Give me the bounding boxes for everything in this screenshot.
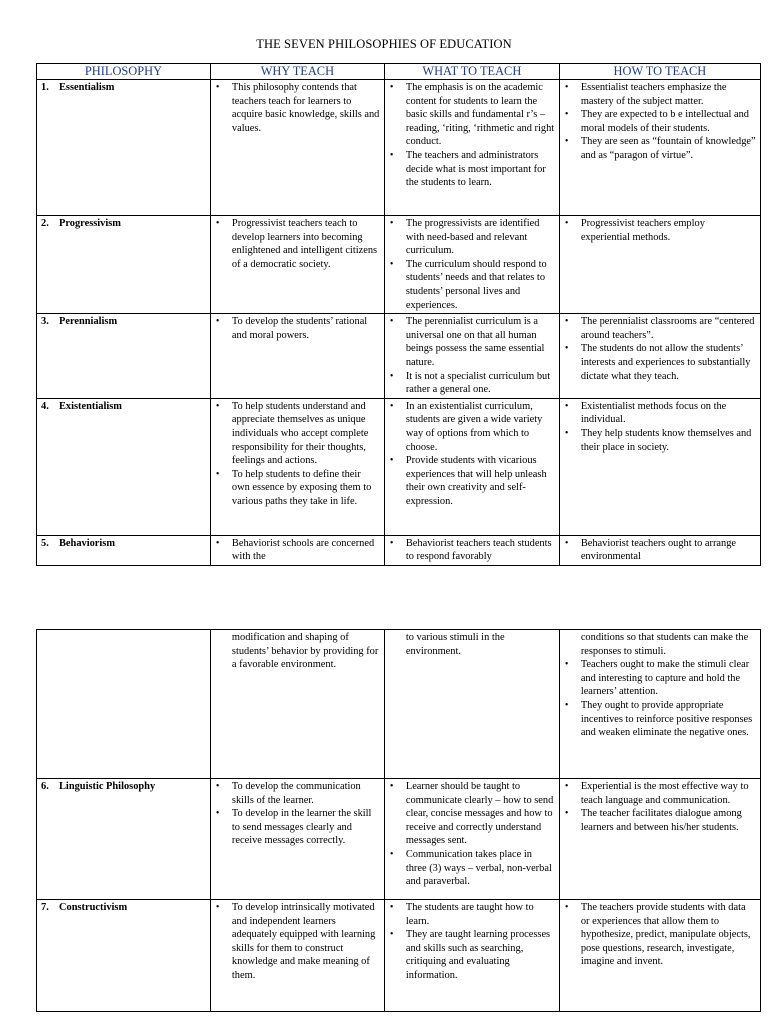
philosophy-name: Existentialism <box>59 400 122 412</box>
list-item: • The curriculum should respond to students’ needs and that relates to students’ personal lives and experiences. <box>389 258 547 311</box>
cell-philosophy <box>37 314 211 399</box>
header-philosophy: PHILOSOPHY <box>37 64 211 80</box>
list-item: • They help students know themselves and their place in society. <box>564 427 752 453</box>
philosophy-name: Perennialism <box>59 316 118 328</box>
list-item: • To help students understand and appreciate themselves as unique individuals who accept complete responsibility for their thoughts, feelings and actions. <box>215 400 369 467</box>
bullet-list <box>215 780 380 848</box>
bullet-icon: • <box>564 808 569 820</box>
bullet-list <box>389 81 555 190</box>
bullet-icon: • <box>564 316 569 328</box>
cell-why <box>210 398 384 535</box>
table-row <box>37 535 761 565</box>
table-row-continued <box>37 630 761 779</box>
bullet-icon: • <box>564 109 569 121</box>
cell-philosophy <box>37 900 211 1012</box>
list-item: • Existentialist methods focus on the individual. <box>564 400 727 426</box>
bullet-list <box>215 400 380 509</box>
list-item: • Behaviorist teachers teach students to respond favorably <box>389 537 552 563</box>
list-item: • Teachers ought to make the stimuli clear and interesting to capture and hold the learners’ attention. <box>564 659 750 698</box>
list-item: • Behaviorist schools are concerned with the <box>215 537 375 563</box>
list-item: • In an existentialist curriculum, students are given a wide variety way of options from which to choose. <box>389 400 543 453</box>
bullet-icon: • <box>389 537 394 549</box>
list-item: • To develop intrinsically motivated and independent learners adequately equipped with learning skills for them to construct knowledge and make meaning of them. <box>215 902 376 981</box>
bullet-list <box>564 658 756 740</box>
list-item: • They are expected to b e intellectual and moral models of their students. <box>564 109 750 134</box>
bullet-icon: • <box>389 929 394 941</box>
philosophy-number: 6. <box>41 781 49 792</box>
bullet-icon: • <box>564 136 569 148</box>
list-item: • The teacher facilitates dialogue among learners and between his/her students. <box>564 808 742 833</box>
bullet-icon: • <box>215 808 220 820</box>
list-item: • To help students to define their own essence by exposing them to various paths they take in life. <box>215 468 372 507</box>
bullet-list <box>215 537 380 564</box>
bullet-icon: • <box>564 699 569 711</box>
cell-philosophy <box>37 779 211 900</box>
bullet-icon: • <box>389 781 394 792</box>
table-row <box>37 216 761 314</box>
philosophy-name: Progressivism <box>59 218 121 229</box>
bullet-icon: • <box>389 82 394 93</box>
bullet-icon: • <box>389 848 394 860</box>
list-item: • The students are taught how to learn. <box>389 902 534 927</box>
list-item: • To develop the communication skills of the learner. <box>215 781 361 806</box>
cell-why <box>210 216 384 314</box>
cell-philosophy <box>37 398 211 535</box>
cell-how <box>559 779 760 900</box>
list-item: • The progressivists are identified with need-based and relevant curriculum. <box>389 218 540 257</box>
philosophy-number: 2. <box>41 218 49 229</box>
list-item: • The perennialist classrooms are “centered around teachers”. <box>564 316 755 341</box>
cell-why <box>210 900 384 1012</box>
bullet-list <box>564 901 756 969</box>
cell-philosophy-empty <box>37 630 211 779</box>
bullet-list <box>215 217 380 271</box>
philosophies-table-part-2 <box>36 629 761 1012</box>
bullet-icon: • <box>564 400 569 412</box>
cell-how <box>559 398 760 535</box>
philosophy-number: 3. <box>41 316 49 328</box>
bullet-icon: • <box>564 218 569 229</box>
table-row <box>37 314 761 399</box>
table-row <box>37 80 761 216</box>
list-item: • Progressivist teachers teach to develop learners into becoming enlightened and intelligent citizens of a democratic society. <box>215 218 378 270</box>
list-item: • They are seen as “fountain of knowledge” and as “paragon of virtue”. <box>564 136 756 161</box>
bullet-icon: • <box>215 468 220 480</box>
bullet-icon: • <box>564 902 569 913</box>
cell-what <box>384 900 559 1012</box>
list-item: • The teachers provide students with data or experiences that allow them to hypothesize, predict, manipulate objects, pose questions, research, investigate, imagine and invent. <box>564 902 751 968</box>
cell-how <box>559 216 760 314</box>
list-item: • Experiential is the most effective way to teach language and communication. <box>564 781 749 806</box>
page-title: THE SEVEN PHILOSOPHIES OF EDUCATION <box>256 37 512 51</box>
table-row <box>37 779 761 900</box>
header-why-teach: WHY TEACH <box>210 64 384 80</box>
bullet-list <box>389 315 555 397</box>
cell-how <box>559 80 760 216</box>
continued-text: to various stimuli in the environment. <box>405 632 505 657</box>
bullet-list <box>389 780 555 889</box>
bullet-icon: • <box>389 316 394 328</box>
cell-what <box>384 216 559 314</box>
bullet-icon: • <box>389 149 394 161</box>
bullet-list <box>215 81 380 135</box>
bullet-icon: • <box>389 400 394 412</box>
bullet-icon: • <box>215 902 220 913</box>
cell-what <box>384 80 559 216</box>
table-row <box>37 900 761 1012</box>
cell-how <box>559 900 760 1012</box>
list-item: • They are taught learning processes and skills such as searching, critiquing and evaluating information. <box>389 929 551 981</box>
cell-how <box>559 314 760 399</box>
bullet-icon: • <box>389 455 394 467</box>
bullet-list <box>215 315 380 342</box>
header-what-to-teach: WHAT TO TEACH <box>384 64 559 80</box>
bullet-icon: • <box>215 82 220 93</box>
list-item: • Communication takes place in three (3) ways – verbal, non-verbal and paraverbal. <box>389 848 552 888</box>
cell-what <box>384 535 559 565</box>
header-row <box>37 64 761 80</box>
cell-why <box>210 314 384 399</box>
bullet-icon: • <box>389 258 394 270</box>
philosophies-table-part-1 <box>36 63 761 566</box>
bullet-icon: • <box>564 537 569 549</box>
list-item: • The perennialist curriculum is a universal one on that all human beings possess the same essential nature. <box>389 316 545 368</box>
list-item: • Progressivist teachers employ experiential methods. <box>564 218 705 243</box>
bullet-icon: • <box>389 902 394 913</box>
list-item: • The teachers and administrators decide what is most important for the students to learn. <box>389 149 546 189</box>
bullet-list <box>389 400 555 509</box>
list-item: • Provide students with vicarious experiences that will help unleash their own creativity and self-expression. <box>389 455 547 507</box>
continued-text: modification and shaping of students’ behavior by providing for a favorable environment. <box>231 632 379 671</box>
cell-philosophy <box>37 216 211 314</box>
bullet-icon: • <box>564 82 569 93</box>
list-item: • Learner should be taught to communicate clearly – how to send clear, concise messages and how to receive and correctly understand messages sent. <box>389 781 554 847</box>
bullet-list <box>389 217 555 312</box>
cell-why-continued <box>210 630 384 779</box>
cell-how <box>559 535 760 565</box>
philosophy-name: Behaviorism <box>59 537 115 549</box>
philosophy-number: 7. <box>41 902 49 913</box>
cell-philosophy <box>37 535 211 565</box>
list-item: • Essentialist teachers emphasize the mastery of the subject matter. <box>564 82 727 107</box>
header-how-to-teach: HOW TO TEACH <box>559 64 760 80</box>
bullet-list <box>564 400 756 454</box>
bullet-list <box>215 901 380 983</box>
bullet-icon: • <box>215 781 220 792</box>
bullet-list <box>389 901 555 983</box>
cell-why <box>210 535 384 565</box>
philosophy-number: 5. <box>41 537 49 549</box>
bullet-icon: • <box>389 218 394 229</box>
philosophy-number: 1. <box>41 82 49 93</box>
bullet-list <box>389 537 555 564</box>
list-item: • It is not a specialist curriculum but rather a general one. <box>389 370 551 396</box>
cell-how-continued <box>559 630 760 779</box>
cell-what <box>384 398 559 535</box>
philosophy-number: 4. <box>41 400 49 412</box>
cell-what <box>384 779 559 900</box>
bullet-icon: • <box>215 537 220 549</box>
bullet-icon: • <box>564 427 569 439</box>
table-row <box>37 398 761 535</box>
bullet-icon: • <box>564 659 569 671</box>
list-item: • The students do not allow the students’ interests and experiences to substantially dictate what they teach. <box>564 343 751 382</box>
bullet-icon: • <box>215 218 220 229</box>
list-item: • Behaviorist teachers ought to arrange environmental <box>564 537 737 563</box>
list-item: • The emphasis is on the academic content for students to learn the basic skills and fundamental r’s – reading, ‘riting, ‘rithmetic and right conduct. <box>389 82 555 148</box>
bullet-icon: • <box>215 316 220 328</box>
cell-what <box>384 314 559 399</box>
cell-what-continued <box>384 630 559 779</box>
list-item: • To develop the students’ rational and moral powers. <box>215 316 368 341</box>
cell-why <box>210 779 384 900</box>
philosophy-name: Essentialism <box>59 82 115 93</box>
bullet-list <box>564 537 756 564</box>
list-item: • This philosophy contends that teachers teach for learners to acquire basic knowledge, skills and values. <box>215 82 380 134</box>
continued-text: conditions so that students can make the responses to stimuli. <box>580 632 749 657</box>
bullet-icon: • <box>389 370 394 382</box>
philosophy-name: Linguistic Philosophy <box>59 781 156 792</box>
bullet-icon: • <box>215 400 220 412</box>
bullet-list <box>564 315 756 383</box>
bullet-icon: • <box>564 781 569 792</box>
bullet-icon: • <box>564 343 569 355</box>
list-item: • They ought to provide appropriate incentives to reinforce positive responses and weaken eliminate the negative ones. <box>564 699 753 739</box>
bullet-list <box>564 217 756 244</box>
bullet-list <box>564 81 756 163</box>
bullet-list <box>564 780 756 834</box>
philosophy-name: Constructivism <box>59 902 128 913</box>
list-item: • To develop in the learner the skill to send messages clearly and receive messages correctly. <box>215 808 372 847</box>
cell-why <box>210 80 384 216</box>
cell-philosophy <box>37 80 211 216</box>
